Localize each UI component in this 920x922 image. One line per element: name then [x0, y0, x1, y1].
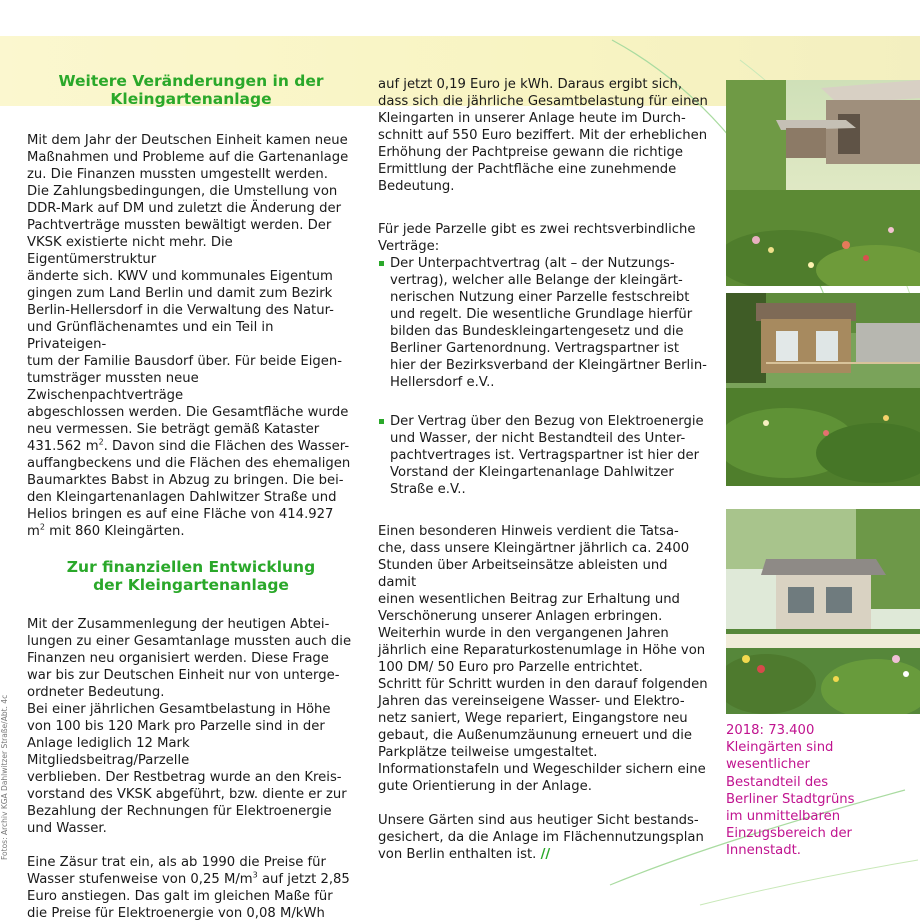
- text-line: Berlin-Hellersdorf in die Verwaltung des Natur-: [27, 303, 334, 318]
- right-column: [378, 76, 708, 863]
- list-item-elektro: [378, 413, 708, 498]
- text-line: Weiterhin wurde in den vergangenen Jahren: [378, 626, 669, 641]
- text-line: und Wasser, der nicht Bestandteil des Unter-: [390, 431, 686, 446]
- text-line: auffangbeckens und die Flächen des ehemaligen: [27, 456, 351, 471]
- paragraph-zusammenlegung: [27, 616, 355, 837]
- text-line: m: [27, 524, 40, 539]
- text-line: lungen zu einer Gesamtanlage mussten auch die: [27, 634, 352, 649]
- text-line: Stunden über Arbeitseinsätze ableisten und damit: [378, 558, 668, 590]
- text-line: von 100 bis 120 Mark pro Parzelle sind in der: [27, 719, 325, 734]
- text-line: DDR-Mark auf DM und zuletzt die Änderung der: [27, 201, 342, 216]
- text-line: Verschönerung unserer Anlagen erbringen.: [378, 609, 663, 624]
- text-line: von Berlin enthalten ist.: [378, 847, 541, 862]
- text-line: Finanzen neu organisiert werden. Diese Frage: [27, 651, 329, 666]
- text-line: 100 DM/ 50 Euro pro Parzelle entrichtet.: [378, 660, 643, 675]
- text-line: einen wesentlichen Beitrag zur Erhaltung und: [378, 592, 680, 607]
- left-column: [27, 72, 355, 922]
- text-line: Pachtverträge mussten bewältigt werden. Der: [27, 218, 332, 233]
- text-line: Bezahlung der Rechnungen für Elektroenergie: [27, 804, 332, 819]
- text-line: änderte sich. KWV und kommunales Eigentum: [27, 269, 333, 284]
- caption-line: Kleingärten sind: [726, 740, 834, 756]
- text-line: Unsere Gärten sind aus heutiger Sicht bestands-: [378, 813, 699, 828]
- text-line: verblieben. Der Restbetrag wurde an den Kreis-: [27, 770, 342, 785]
- list-item-unterpacht: [378, 255, 708, 391]
- text-line: Ermittlung der Pachtfläche eine zunehmende: [378, 162, 677, 177]
- paragraph-vertraege: [378, 221, 708, 255]
- text-line: Maßnahmen und Probleme auf die Gartenanlage: [27, 150, 349, 165]
- text-line: gebaut, die Außenumzäunung erneuert und die: [378, 728, 693, 743]
- text-line: Erhöhung der Pachtpreise gewann die richtige: [378, 145, 683, 160]
- text-line: Eine Zäsur trat ein, als ab 1990 die Preise für: [27, 855, 326, 870]
- text-line: Anlage lediglich 12 Mark Mitgliedsbeitrag/Parzelle: [27, 736, 190, 768]
- text-line: Für jede Parzelle gibt es zwei rechtsverbindliche: [378, 222, 696, 237]
- text-line: die Preise für Elektroenergie von 0,08 M/kWh: [27, 906, 325, 921]
- text-line: Kleingarten in unserer Anlage heute im Durch-: [378, 111, 686, 126]
- caption-line: 2018: 73.400: [726, 723, 815, 738]
- paragraph-zaesur: [27, 854, 355, 922]
- text-line: Bedeutung.: [378, 179, 455, 194]
- contract-list: [378, 255, 708, 498]
- photo-bungalow: [726, 509, 920, 714]
- text-line: und Wasser.: [27, 821, 107, 836]
- text-line: und Grünflächenamtes und ein Teil in Privateigen-: [27, 320, 274, 352]
- text-line: dass sich die jährliche Gesamtbelastung für einen: [378, 94, 708, 109]
- caption-line: Innenstadt.: [726, 843, 801, 859]
- heading-line: Weitere Veränderungen in der: [58, 72, 324, 90]
- caption-line: Einzugsbereich der: [726, 826, 852, 842]
- text-line: Der Unterpachtvertrag (alt – der Nutzungs-: [390, 256, 675, 271]
- end-mark: //: [540, 847, 551, 862]
- bullet-square-icon: [379, 261, 384, 266]
- text-line: abgeschlossen werden. Die Gesamtfläche wurde: [27, 405, 349, 420]
- text-line: Jahren das vereinseigene Wasser- und Elektro-: [378, 694, 685, 709]
- garden-houses-image: [726, 80, 920, 286]
- garden-hut-image: [726, 293, 920, 486]
- heading-line: Kleingartenanlage: [110, 90, 272, 108]
- caption-line: Berliner Stadtgrüns: [726, 791, 855, 807]
- text-line: VKSK existierte nicht mehr. Die Eigentümerstruktur: [27, 235, 233, 267]
- text-line: Parkplätze teilweise umgestaltet.: [378, 745, 598, 760]
- photo-caption: [726, 722, 916, 860]
- text-line: gute Orientierung in der Anlage.: [378, 779, 592, 794]
- bullet-square-icon: [379, 419, 384, 424]
- paragraph-kwh: [378, 76, 708, 195]
- heading-line: Zur finanziellen Entwicklung: [66, 558, 316, 576]
- text-line: auf jetzt 0,19 Euro je kWh. Daraus ergibt sich,: [378, 77, 683, 92]
- text-line: nerischen Nutzung einer Parzelle festschreibt: [390, 290, 690, 305]
- text-line: tumsträger mussten neue Zwischenpachtverträge: [27, 371, 199, 403]
- bungalow-image: [726, 509, 920, 714]
- text-line: vorstand des VKSK abgeführt, bzw. diente er zur: [27, 787, 347, 802]
- text-line: Bei einer jährlichen Gesamtbelastung in Höhe: [27, 702, 331, 717]
- text-line: gesichert, da die Anlage im Flächennutzungsplan: [378, 830, 704, 845]
- text-line: schnitt auf 550 Euro beziffert. Mit der erheblichen: [378, 128, 708, 143]
- text-line: Helios bringen es auf eine Fläche von 414.927: [27, 507, 334, 522]
- text-line: Wasser stufenweise von 0,25 M/m: [27, 872, 253, 887]
- superscript: 3: [252, 870, 258, 880]
- text-line: Informationstafeln und Wegeschilder sichern eine: [378, 762, 706, 777]
- text-line: tum der Familie Bausdorf über. Für beide Eigen-: [27, 354, 343, 369]
- paragraph-bestand: [378, 812, 708, 863]
- text-line: Baumarktes Babst in Abzug zu bringen. Die bei-: [27, 473, 344, 488]
- text-line: Euro anstiegen. Das galt im gleichen Maße für: [27, 889, 333, 904]
- top-margin: [0, 0, 920, 36]
- text-line: pachtvertrages ist. Vertragspartner ist hier der: [390, 448, 700, 463]
- paragraph-einheit: [27, 132, 355, 540]
- text-line: bilden das Bundeskleingartengesetz und die: [390, 324, 684, 339]
- superscript: 2: [39, 522, 45, 532]
- text-line: . Davon sind die Flächen des Wasser-: [103, 439, 350, 454]
- heading-finanzen: [27, 558, 355, 594]
- text-line: Mit der Zusammenlegung der heutigen Abtei-: [27, 617, 330, 632]
- photo-garden-houses: [726, 80, 920, 286]
- text-line: Hellersdorf e.V..: [390, 375, 495, 390]
- list-spacer: [378, 391, 708, 413]
- text-line: Schritt für Schritt wurden in den darauf folgenden: [378, 677, 708, 692]
- text-line: che, dass unsere Kleingärtner jährlich ca. 2400: [378, 541, 690, 556]
- text-line: Berliner Gartenordnung. Vertragspartner ist: [390, 341, 680, 356]
- text-line: Verträge:: [378, 239, 440, 254]
- photo-garden-hut: [726, 293, 920, 486]
- text-line: und regelt. Die wesentliche Grundlage hierfür: [390, 307, 693, 322]
- text-line: Einen besonderen Hinweis verdient die Tatsa-: [378, 524, 679, 539]
- photo-credit: [0, 655, 8, 860]
- text-line: zu. Die Finanzen mussten umgestellt werden.: [27, 167, 328, 182]
- text-line: vertrag), welcher alle Belange der kleingärt-: [390, 273, 683, 288]
- paragraph-hinweis: [378, 523, 708, 795]
- text-line: ordneter Bedeutung.: [27, 685, 165, 700]
- text-line: war bis zur Deutschen Einheit nur von unterge-: [27, 668, 340, 683]
- text-line: neu vermessen. Sie beträgt gemäß Kataster: [27, 422, 320, 437]
- photo-credit-text: Fotos: Archiv KGA Dahlwitzer Straße/Abt. 4c: [0, 694, 9, 860]
- heading-veraenderungen: [27, 72, 355, 108]
- text-line: Straße e.V..: [390, 482, 466, 497]
- text-line: den Kleingartenanlagen Dahlwitzer Straße und: [27, 490, 337, 505]
- heading-line: der Kleingartenanlage: [93, 576, 289, 594]
- caption-line: Bestandteil des: [726, 774, 829, 790]
- text-line: hier der Bezirksverband der Kleingärtner Berlin-: [390, 358, 707, 373]
- text-line: Mit dem Jahr der Deutschen Einheit kamen neue: [27, 133, 348, 148]
- text-line: Die Zahlungsbedingungen, die Umstellung von: [27, 184, 338, 199]
- text-line: jährlich eine Reparaturkostenumlage in Höhe von: [378, 643, 706, 658]
- text-line: Der Vertrag über den Bezug von Elektroenergie: [390, 414, 704, 429]
- superscript: 2: [98, 437, 104, 447]
- text-line: netz saniert, Wege repariert, Eingangstore neu: [378, 711, 688, 726]
- caption-line: wesentlicher: [726, 757, 810, 773]
- text-line: mit 860 Kleingärten.: [44, 524, 185, 539]
- text-line: auf jetzt 2,85: [257, 872, 350, 887]
- area-value: 431.562 m: [27, 439, 99, 454]
- text-line: gingen zum Land Berlin und damit zum Bezirk: [27, 286, 333, 301]
- caption-line: im unmittelbaren: [726, 809, 841, 825]
- text-line: Vorstand der Kleingartenanlage Dahlwitzer: [390, 465, 674, 480]
